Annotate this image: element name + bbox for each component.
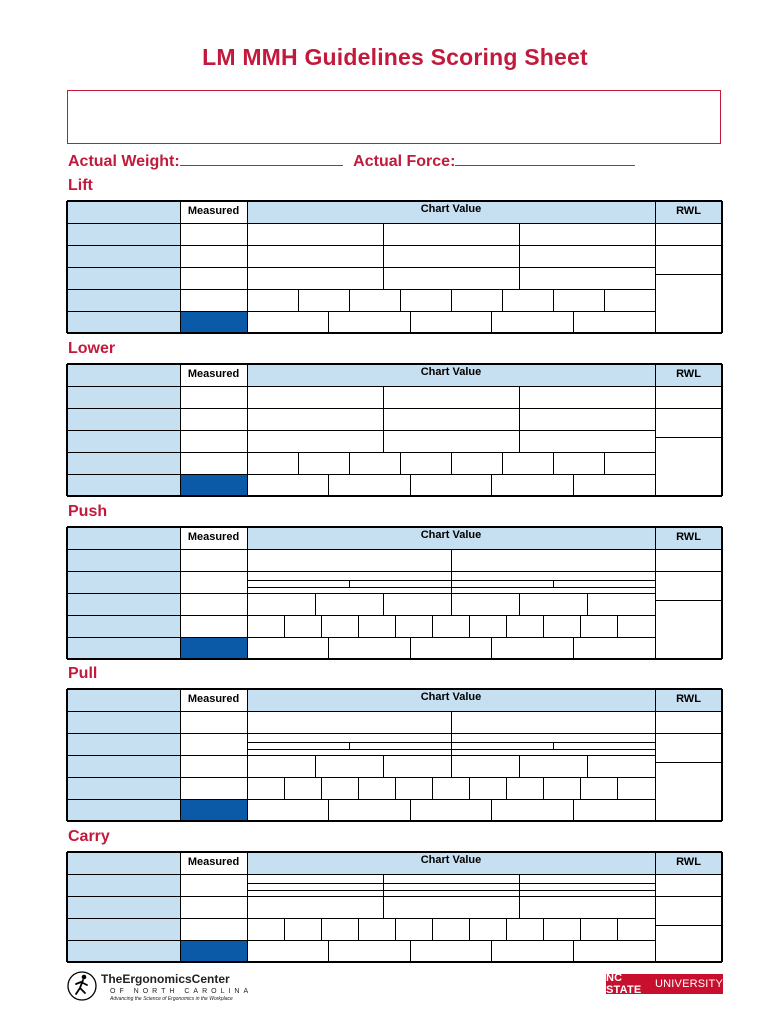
- grid-line: [315, 755, 316, 777]
- grid-line: [67, 245, 655, 246]
- row-label-cell: [67, 755, 180, 777]
- grid-line: [67, 386, 722, 387]
- grid-line: [410, 311, 411, 333]
- grid-line: [410, 799, 411, 821]
- grid-line: [573, 799, 574, 821]
- measured-input[interactable]: [180, 386, 247, 408]
- grid-line: [451, 593, 452, 615]
- grid-line: [328, 311, 329, 333]
- grid-line: [67, 820, 722, 822]
- grid-line: [328, 474, 329, 496]
- grid-line: [395, 918, 396, 940]
- grid-line: [67, 571, 655, 572]
- measured-header: Measured: [187, 693, 240, 705]
- rwl-label: RWL: [676, 205, 701, 217]
- grid-line: [180, 201, 181, 333]
- measured-cell-filled: [180, 474, 247, 496]
- grid-line: [349, 742, 350, 749]
- grid-line: [383, 386, 384, 408]
- grid-line: [247, 527, 248, 659]
- nc-state-light: UNIVERSITY: [654, 978, 723, 990]
- grid-line: [617, 777, 618, 799]
- grid-line: [66, 852, 68, 962]
- row-label-cell: [67, 777, 180, 799]
- grid-line: [543, 918, 544, 940]
- measured-header: Measured: [187, 856, 240, 868]
- row-label-cell: [67, 430, 180, 452]
- grid-line: [721, 527, 723, 659]
- measured-cell-filled: [180, 799, 247, 821]
- grid-line: [410, 940, 411, 962]
- grid-line: [553, 580, 554, 587]
- grid-line: [655, 527, 656, 659]
- grid-line: [67, 200, 722, 202]
- grid-line: [383, 267, 384, 289]
- rwl-result[interactable]: [655, 571, 722, 659]
- actual-force-field[interactable]: [455, 151, 635, 166]
- grid-line: [400, 452, 401, 474]
- row-label-header: [67, 527, 180, 549]
- logo-name: TheErgonomicsCenter: [101, 972, 230, 986]
- grid-line: [451, 549, 452, 571]
- grid-line: [298, 452, 299, 474]
- grid-line: [604, 289, 605, 311]
- grid-line: [553, 742, 554, 749]
- grid-line: [67, 593, 655, 594]
- grid-line: [519, 267, 520, 289]
- grid-line: [67, 799, 655, 800]
- measured-cell-filled: [180, 311, 247, 333]
- section-label: Pull: [68, 665, 98, 682]
- grid-line: [66, 527, 68, 659]
- measured-input[interactable]: [180, 267, 247, 289]
- grid-line: [180, 364, 181, 496]
- measured-header: Measured: [187, 205, 240, 217]
- measured-input[interactable]: [180, 452, 247, 474]
- page-title: LM MMH Guidelines Scoring Sheet: [202, 44, 588, 70]
- grid-line: [67, 311, 655, 312]
- nc-state-bold: NC STATE: [606, 972, 642, 996]
- grid-line: [502, 289, 503, 311]
- row-label-cell: [67, 452, 180, 474]
- chart-value-label: Chart Value: [420, 529, 482, 541]
- grid-line: [67, 452, 655, 453]
- chart-value-label: Chart Value: [420, 691, 482, 703]
- grid-line: [247, 883, 655, 884]
- notes-box[interactable]: [67, 90, 721, 144]
- grid-line: [67, 896, 655, 897]
- grid-line: [67, 474, 655, 475]
- measured-header: Measured: [187, 368, 240, 380]
- grid-line: [469, 918, 470, 940]
- grid-line: [349, 289, 350, 311]
- measured-input[interactable]: [180, 918, 247, 940]
- row-label-cell: [67, 799, 180, 821]
- grid-line: [284, 918, 285, 940]
- grid-line: [383, 755, 384, 777]
- grid-line: [617, 918, 618, 940]
- row-label-cell: [67, 474, 180, 496]
- grid-line: [655, 201, 656, 333]
- grid-line: [506, 918, 507, 940]
- grid-line: [721, 689, 723, 821]
- grid-line: [67, 961, 722, 963]
- grid-line: [67, 332, 722, 334]
- grid-line: [383, 593, 384, 615]
- row-label-cell: [67, 637, 180, 659]
- grid-line: [349, 580, 350, 587]
- grid-line: [655, 852, 656, 962]
- grid-line: [349, 452, 350, 474]
- grid-line: [180, 852, 181, 962]
- grid-line: [604, 452, 605, 474]
- grid-line: [67, 874, 722, 875]
- grid-line: [491, 799, 492, 821]
- grid-line: [315, 593, 316, 615]
- grid-line: [247, 201, 248, 333]
- chart-value-label: Chart Value: [420, 366, 482, 378]
- grid-line: [67, 408, 655, 409]
- grid-line: [383, 223, 384, 245]
- row-label-cell: [67, 896, 180, 918]
- grid-line: [410, 474, 411, 496]
- row-label-cell: [67, 940, 180, 962]
- grid-line: [321, 615, 322, 637]
- grid-line: [247, 364, 248, 496]
- measured-input[interactable]: [180, 245, 247, 267]
- grid-line: [519, 896, 520, 918]
- grid-line: [284, 777, 285, 799]
- grid-line: [67, 733, 655, 734]
- grid-line: [543, 777, 544, 799]
- chart-value-label: Chart Value: [420, 203, 482, 215]
- grid-line: [67, 526, 722, 528]
- grid-line: [321, 918, 322, 940]
- nc-state-logo: [606, 974, 723, 994]
- grid-line: [573, 637, 574, 659]
- actual-weight-field[interactable]: [180, 151, 343, 166]
- grid-line: [451, 580, 452, 587]
- rwl-label: RWL: [676, 856, 701, 868]
- measured-input[interactable]: [180, 755, 247, 777]
- row-label-header: [67, 689, 180, 711]
- measured-input[interactable]: [180, 430, 247, 452]
- grid-line: [67, 223, 722, 224]
- chart-value-label: Chart Value: [420, 854, 482, 866]
- grid-line: [383, 430, 384, 452]
- grid-line: [617, 615, 618, 637]
- section-label: Push: [68, 503, 108, 520]
- grid-line: [491, 637, 492, 659]
- row-label-cell: [67, 408, 180, 430]
- weights-row: [68, 151, 635, 171]
- grid-line: [432, 918, 433, 940]
- grid-line: [247, 852, 248, 962]
- section-label: Carry: [68, 828, 110, 845]
- grid-line: [67, 267, 655, 268]
- rwl-label: RWL: [676, 693, 701, 705]
- grid-line: [180, 527, 181, 659]
- grid-line: [383, 245, 384, 267]
- grid-line: [67, 755, 655, 756]
- grid-line: [469, 615, 470, 637]
- grid-line: [67, 711, 722, 712]
- row-label-cell: [67, 311, 180, 333]
- row-label-cell: [67, 549, 180, 571]
- logo-tagline: Advancing the Science of Ergonomics in the Workplace: [110, 996, 233, 1002]
- rwl-result[interactable]: [655, 896, 722, 962]
- measured-cell-filled: [180, 940, 247, 962]
- section-label: Lower: [68, 340, 116, 357]
- grid-line: [543, 615, 544, 637]
- grid-line: [519, 223, 520, 245]
- grid-line: [519, 755, 520, 777]
- grid-line: [358, 777, 359, 799]
- row-label-cell: [67, 386, 180, 408]
- row-label-header: [67, 852, 180, 874]
- grid-line: [383, 408, 384, 430]
- grid-line: [506, 777, 507, 799]
- grid-line: [298, 289, 299, 311]
- grid-line: [383, 883, 384, 890]
- rwl-label: RWL: [676, 368, 701, 380]
- row-label-cell: [67, 711, 180, 733]
- grid-line: [328, 799, 329, 821]
- grid-line: [321, 777, 322, 799]
- row-label-cell: [67, 593, 180, 615]
- measured-input[interactable]: [180, 896, 247, 918]
- row-label-cell: [67, 874, 180, 896]
- grid-line: [655, 364, 656, 496]
- grid-line: [383, 896, 384, 918]
- grid-line: [721, 201, 723, 333]
- grid-line: [519, 386, 520, 408]
- row-label-cell: [67, 289, 180, 311]
- grid-line: [519, 593, 520, 615]
- measured-input[interactable]: [180, 874, 247, 896]
- measured-input[interactable]: [180, 593, 247, 615]
- grid-line: [67, 637, 655, 638]
- grid-line: [67, 918, 655, 919]
- grid-line: [400, 289, 401, 311]
- grid-line: [247, 689, 248, 821]
- grid-line: [553, 452, 554, 474]
- grid-line: [506, 615, 507, 637]
- grid-line: [721, 364, 723, 496]
- grid-line: [66, 689, 68, 821]
- grid-line: [410, 637, 411, 659]
- row-label-cell: [67, 615, 180, 637]
- grid-line: [328, 637, 329, 659]
- grid-line: [580, 615, 581, 637]
- grid-line: [491, 474, 492, 496]
- grid-line: [66, 364, 68, 496]
- grid-line: [358, 918, 359, 940]
- grid-line: [67, 615, 655, 616]
- grid-line: [67, 688, 722, 690]
- rwl-result[interactable]: [655, 245, 722, 333]
- measured-input[interactable]: [180, 408, 247, 430]
- grid-line: [358, 615, 359, 637]
- logo-sub: OF NORTH CAROLINA: [110, 988, 253, 995]
- grid-line: [67, 363, 722, 365]
- grid-line: [519, 430, 520, 452]
- grid-line: [67, 940, 655, 941]
- grid-line: [491, 940, 492, 962]
- grid-line: [587, 593, 588, 615]
- grid-line: [573, 474, 574, 496]
- grid-line: [519, 245, 520, 267]
- measured-input[interactable]: [180, 549, 247, 571]
- grid-line: [432, 777, 433, 799]
- section-label: Lift: [68, 177, 93, 194]
- row-label-cell: [67, 733, 180, 755]
- grid-line: [451, 755, 452, 777]
- grid-line: [655, 689, 656, 821]
- measured-input[interactable]: [180, 615, 247, 637]
- grid-line: [469, 777, 470, 799]
- row-label-header: [67, 364, 180, 386]
- rwl-result[interactable]: [655, 408, 722, 496]
- measured-input[interactable]: [180, 289, 247, 311]
- measured-header: Measured: [187, 531, 240, 543]
- row-label-cell: [67, 267, 180, 289]
- grid-line: [573, 940, 574, 962]
- grid-line: [519, 408, 520, 430]
- rwl-label: RWL: [676, 531, 701, 543]
- grid-line: [395, 777, 396, 799]
- rwl-result[interactable]: [655, 733, 722, 821]
- measured-input[interactable]: [180, 777, 247, 799]
- ergonomics-figure-icon: [66, 968, 266, 1004]
- grid-line: [180, 689, 181, 821]
- grid-line: [66, 201, 68, 333]
- grid-line: [580, 777, 581, 799]
- grid-line: [284, 615, 285, 637]
- grid-line: [491, 311, 492, 333]
- grid-line: [67, 289, 655, 290]
- grid-line: [451, 711, 452, 733]
- grid-line: [67, 658, 722, 660]
- grid-line: [519, 883, 520, 890]
- row-label-cell: [67, 223, 180, 245]
- grid-line: [67, 777, 655, 778]
- grid-line: [451, 742, 452, 749]
- row-label-cell: [67, 918, 180, 940]
- measured-input[interactable]: [180, 223, 247, 245]
- grid-line: [432, 615, 433, 637]
- row-label-header: [67, 201, 180, 223]
- grid-line: [247, 890, 655, 891]
- measured-input[interactable]: [180, 571, 247, 593]
- grid-line: [553, 289, 554, 311]
- row-label-cell: [67, 571, 180, 593]
- measured-input[interactable]: [180, 733, 247, 755]
- grid-line: [721, 852, 723, 962]
- measured-cell-filled: [180, 637, 247, 659]
- grid-line: [451, 289, 452, 311]
- grid-line: [580, 918, 581, 940]
- grid-line: [502, 452, 503, 474]
- grid-line: [67, 430, 655, 431]
- grid-line: [67, 495, 722, 497]
- ergonomics-center-logo: [66, 968, 266, 1004]
- grid-line: [67, 851, 722, 853]
- row-label-cell: [67, 245, 180, 267]
- grid-line: [573, 311, 574, 333]
- measured-input[interactable]: [180, 711, 247, 733]
- grid-line: [328, 940, 329, 962]
- grid-line: [67, 549, 722, 550]
- grid-line: [587, 755, 588, 777]
- actual-weight-label: Actual Weight:: [68, 153, 180, 170]
- grid-line: [451, 452, 452, 474]
- actual-force-label: Actual Force:: [353, 153, 456, 170]
- grid-line: [395, 615, 396, 637]
